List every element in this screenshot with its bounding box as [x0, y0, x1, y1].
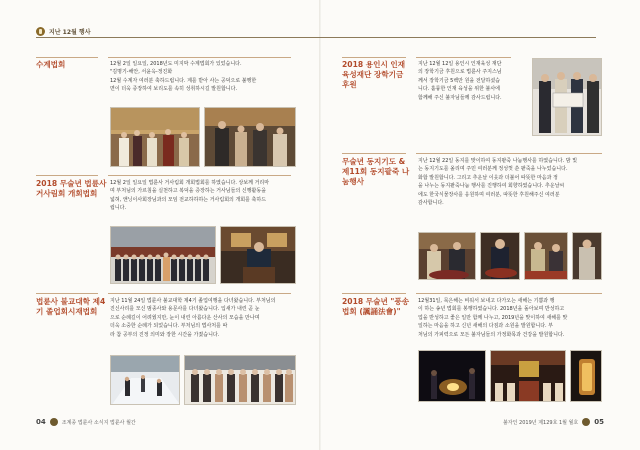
section-rule — [416, 293, 602, 294]
section-rule — [36, 293, 98, 294]
section-rule — [36, 175, 98, 176]
section-rule — [108, 175, 291, 176]
photo-speaker-podium — [220, 226, 296, 284]
page-gutter — [319, 0, 321, 450]
footer-left — [36, 418, 136, 426]
photo-year-end-lantern — [570, 350, 602, 402]
section-title-2: 2018 무술년 법륜사 거사림회 개회법회 — [36, 179, 107, 198]
header-title: 지난 12월 행사 — [49, 28, 91, 36]
section-rule — [342, 293, 406, 294]
photo-scholarship-donation — [532, 58, 602, 136]
section-body-6: 12월31일, 묵은해는 비워서 보내고 다가오는 새해는 기쁨과 행 이 하는 송년 법회를 봉행하였습니다. 2018년을 돌아보며 반성하고 업을 반성하고 좋은 일만 함께 나누고, 2019년을 맞이하여 새해를 맞 일하는 마음을 하고 신년 새해의 다짐과 소원을 발원합니다. 부 처님의 가피력으로 모든 불자님들의 가정화목과 건강을 발원합니다. — [418, 298, 568, 338]
photo-red-bean-porridge-3 — [524, 232, 568, 280]
photo-red-bean-porridge-2 — [480, 232, 520, 280]
page-number-left: 04 — [36, 418, 46, 426]
section-rule — [36, 57, 98, 58]
photo-red-bean-porridge-4 — [572, 232, 602, 280]
photo-ordination-ceremony-2 — [204, 107, 296, 167]
photo-snowy-temple-path — [110, 355, 180, 405]
section-body-4: 지난 12월 12일 용인시 인재육성 재단 의 장학기금 후원으로 법륜사 주지스님 께서 장학기금 5백만 원을 전달하셨습 니다. 훌륭한 인재 육성을 위한 불사에 함께해 주신 불자님들께 감사드립니다. — [418, 61, 502, 101]
section-body-2: 12월 2일 일요일 법륜사 거사림회 개회법회를 하였습니다. 상보께 거리마 며 부처님의 가르침을 실천하고 복덕을 증장하는 거사님들의 신행활동을 넓혀, 앤닝이사회장님과의 모임 전교하하하는 거사림회의 개회를 축하드 립니다. — [110, 180, 270, 212]
page-header — [36, 26, 91, 36]
photo-year-end-candles — [418, 350, 486, 402]
photo-graduation-trip-group — [184, 355, 296, 405]
section-title-1: 수계법회 — [36, 60, 66, 69]
photo-ordination-ceremony-1 — [110, 107, 200, 167]
section-title-4: 2018 용인시 인재육성재단 장학기금 후원 — [342, 60, 406, 89]
footer-left-text: 조계종 법륜사 소식지 법륜사 월간 — [61, 419, 136, 426]
section-rule — [416, 153, 602, 154]
section-rule — [342, 57, 406, 58]
temple-seal-icon — [582, 418, 590, 426]
footer-right-text: 불자인 2019년 제129호 1월 월호 — [502, 419, 579, 426]
header-rule — [36, 37, 596, 38]
section-body-1: 12월 2일 일요일, 2018년도 미지막 수계법회가 있었습니다. "김명기-해안, 서윤옥-정진화 12월 수계자 여러분 축하드립니다. 계를 받아 사는 공덕으로 불행한 면이 더욱 증장하여 보리도를 속히 성취하시길 발원합니다. — [110, 61, 257, 93]
section-rule — [108, 293, 291, 294]
footer-right — [503, 418, 604, 426]
photo-red-bean-porridge-1 — [418, 232, 476, 280]
page-number-right: 05 — [594, 418, 604, 426]
temple-logo-icon — [36, 27, 45, 36]
section-title-6: 2018 무술년 "풍송법회 (諷誦法會)" — [342, 297, 410, 316]
photo-lay-association-group — [110, 226, 216, 284]
section-body-3: 지난 11월 24일 법륜사 불교대학 제4기 졸업여행을 다녀왔습니다. 부처님의 진신사리를 모신 범종사와 용문사를 다녀왔습니다. 입새가 내린 곧 눈 으로 순례길이 어려웠지만, 눈이 내린 아름다운 산사의 모습을 만나며 더욱 소중한 순례가 되었습니다. 부처님의 법사처를 따 라 참 공부의 진정 의미와 장한 시간을 가졌습니다. — [110, 298, 276, 338]
section-title-5: 무술년 동지기도 & 제11회 동지팥죽 나눔행사 — [342, 157, 410, 186]
section-rule — [416, 57, 511, 58]
section-body-5: 지난 12월 22일 동지를 맞이하여 동지팥죽 나눔행사를 하였습니다. 밤 빛 는 동지기도를 올리며 주민 여러분께 정성껏 쑨 팥죽을 나누었습니다. 화합 발원합니다. 그리고 추운날 이웃과 더불어 따뜻한 마음과 정 을 나누는 동지팥죽나눔 행사를 진행하여 회향하였습니다. 추운날씨 에도 한국식물장사를 응원하며 여러분, 따뜻한 후원해주신 여러분 감사합니다. — [418, 158, 578, 207]
temple-seal-icon — [50, 418, 58, 426]
section-title-3: 법륜사 불교대학 제4기 졸업회시재법회 — [36, 297, 106, 316]
photo-year-end-dharma-hall — [490, 350, 566, 402]
section-rule — [342, 153, 406, 154]
section-rule — [108, 57, 291, 58]
